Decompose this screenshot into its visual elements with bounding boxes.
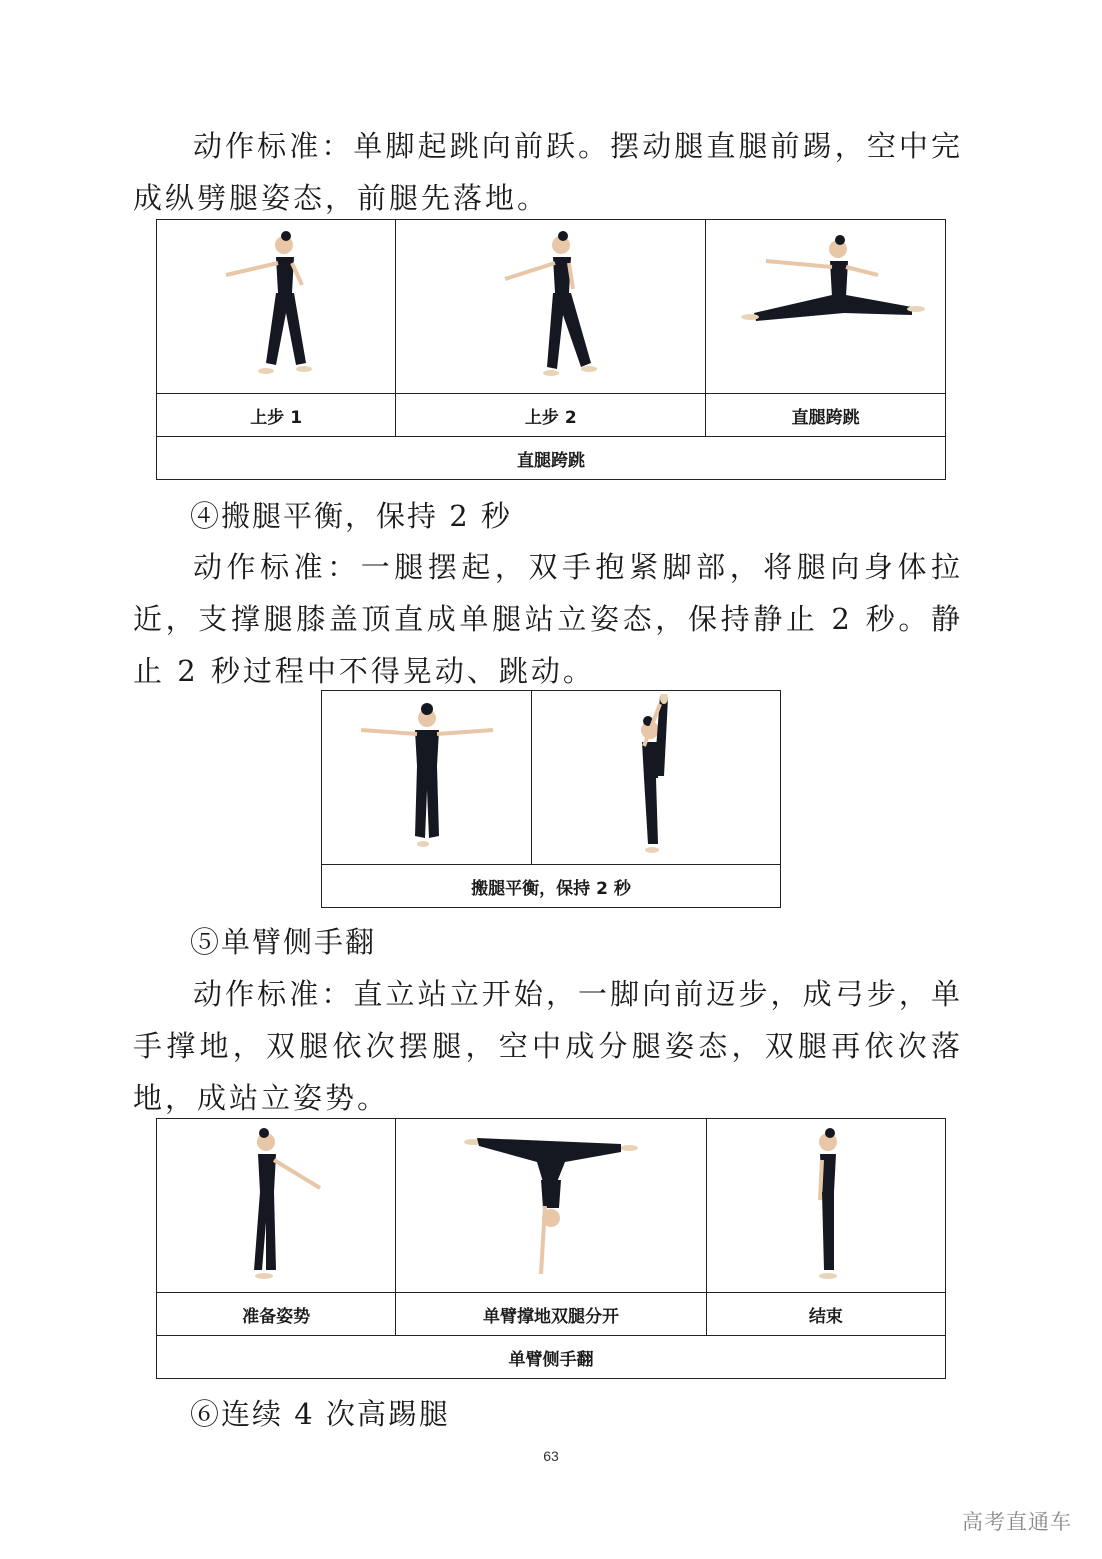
- photo-straight-leg-leap: [706, 220, 946, 394]
- figure-leap-icon: [726, 223, 926, 391]
- paragraph-one-arm-cartwheel: 动作标准：直立站立开始，一脚向前迈步，成弓步，单手撑地，双腿依次摆腿，空中成分腿姿态，双腿再依次落地，成站立姿势。: [133, 977, 963, 1115]
- figure-finish-icon: [766, 1122, 886, 1290]
- caption-step-1: 上步 1: [157, 394, 396, 437]
- caption-handstand-split: 单臂撑地双腿分开: [396, 1293, 706, 1336]
- figure-title-balance: 搬腿平衡，保持 2 秒: [322, 865, 781, 908]
- figure-title-leap: 直腿跨跳: [157, 437, 946, 480]
- heading-high-kicks: ⑥连续 4 次高踢腿: [190, 1397, 450, 1431]
- photo-step-1: [157, 220, 396, 394]
- caption-leap: 直腿跨跳: [706, 394, 946, 437]
- watermark: 高考直通车: [962, 1510, 1072, 1534]
- figure-table-straight-leg-leap: [156, 219, 946, 480]
- figure-title-cartwheel: 单臂侧手翻: [157, 1336, 946, 1379]
- page-number: 63: [543, 1448, 559, 1464]
- photo-balance-start: [322, 691, 532, 865]
- figure-step-2-icon: [481, 223, 621, 391]
- caption-ready-stance: 准备姿势: [157, 1293, 396, 1336]
- figure-step-1-icon: [206, 223, 346, 391]
- figure-balance-hold-icon: [596, 694, 716, 862]
- heading-leg-hold-balance: ④搬腿平衡，保持 2 秒: [190, 499, 512, 533]
- photo-finish: [706, 1119, 945, 1293]
- figure-ready-stance-icon: [216, 1122, 336, 1290]
- figure-table-one-arm-cartwheel: [156, 1118, 946, 1379]
- photo-handstand-split: [396, 1119, 706, 1293]
- figure-balance-start-icon: [347, 694, 507, 862]
- figure-table-leg-hold-balance: [321, 690, 781, 908]
- photo-ready-stance: [157, 1119, 396, 1293]
- paragraph-straight-leg-leap: 动作标准：单脚起跳向前跃。摆动腿直腿前踢，空中完成纵劈腿姿态，前腿先落地。: [133, 129, 963, 215]
- photo-step-2: [396, 220, 706, 394]
- caption-step-2: 上步 2: [396, 394, 706, 437]
- figure-handstand-split-icon: [461, 1122, 641, 1290]
- heading-one-arm-cartwheel: ⑤单臂侧手翻: [190, 925, 377, 959]
- caption-finish: 结束: [706, 1293, 945, 1336]
- paragraph-leg-hold-balance: 动作标准：一腿摆起，双手抱紧脚部，将腿向身体拉近，支撑腿膝盖顶直成单腿站立姿态，保持静止 2 秒。静止 2 秒过程中不得晃动、跳动。: [133, 550, 963, 688]
- photo-balance-hold: [532, 691, 781, 865]
